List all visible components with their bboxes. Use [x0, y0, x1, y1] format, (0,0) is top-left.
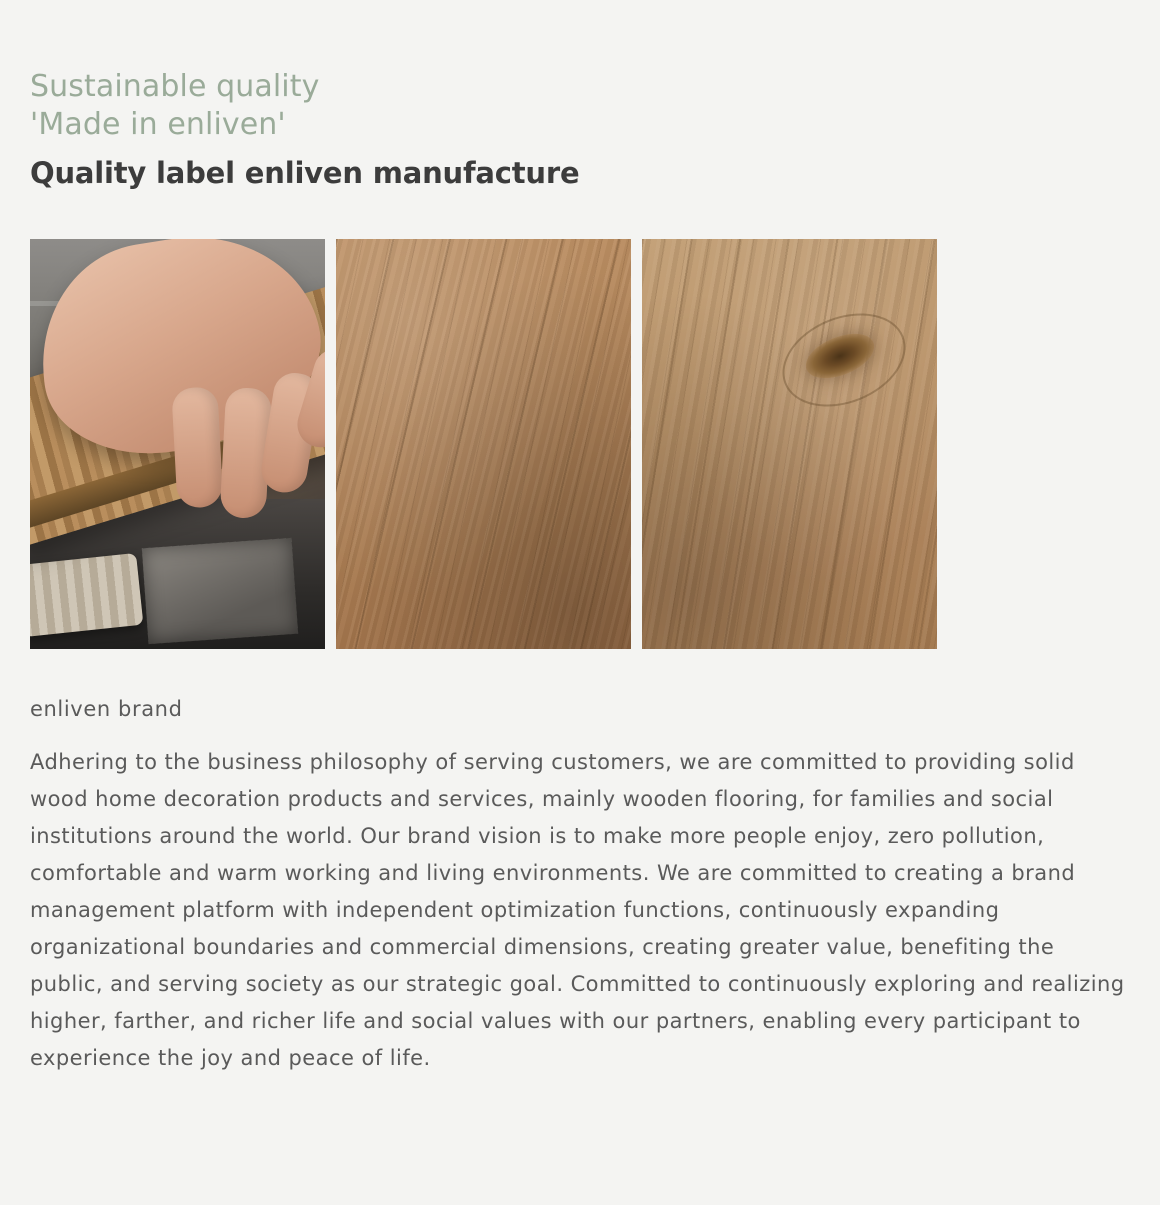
brand-label: enliven brand [30, 697, 183, 721]
machine-roller [30, 553, 143, 637]
finger [171, 386, 223, 508]
page-title: Quality label enliven manufacture [30, 156, 580, 190]
heading-block [30, 0, 1130, 191]
eyebrow-line-2: 'Made in enliven' [30, 107, 286, 142]
eyebrow-heading [30, 68, 1130, 144]
content-block [30, 695, 1130, 1077]
photo-oak-grain [336, 239, 631, 649]
machine-metal-plate [142, 538, 298, 644]
brand-description: Adhering to the business philosophy of serving customers, we are committed to providing solid wood home decoration products and services, mainly wooden flooring, for families and social institutions around the world. Our brand vision is to make more people enjoy, zero pollution, comfortable and warm working and living environments. We are committed to creating a brand management platform with independent optimization functions, continuously expanding organizational boundaries and commercial dimensions, creating greater value, benefiting the public, and serving society as our strategic goal. Committed to continuously exploring and realizing higher, farther, and richer life and social values with our partners, enabling every participant to experience the joy and peace of life. [30, 750, 1125, 1070]
eyebrow-line-1: Sustainable quality [30, 69, 320, 104]
photo-workshop-hands [30, 239, 325, 649]
photo-oak-knot [642, 239, 937, 649]
image-gallery [30, 239, 1130, 649]
